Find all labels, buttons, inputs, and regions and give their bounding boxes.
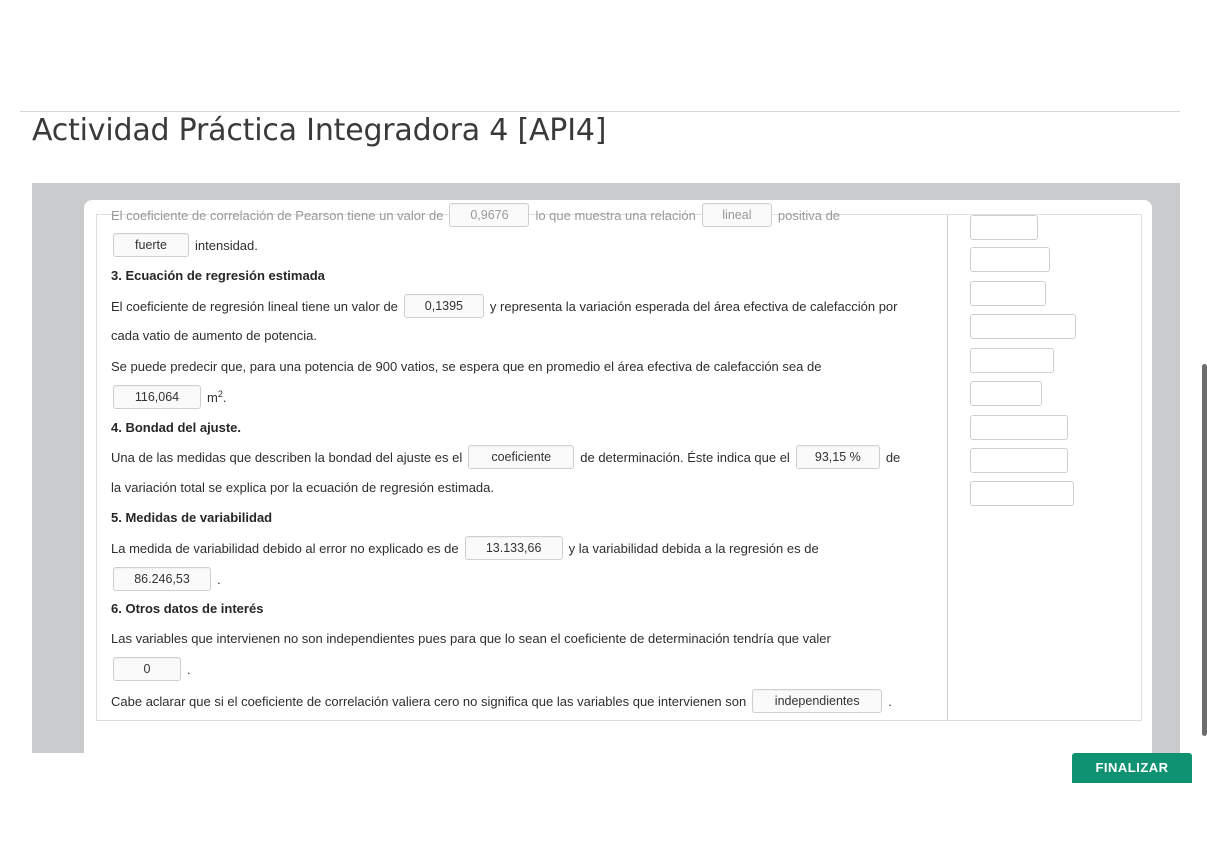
text-segment: Cabe aclarar que si el coeficiente de correlación valiera cero no significa que las variables que intervienen son [111,693,747,709]
text-segment: . [888,693,892,709]
answer-field-intensity[interactable]: fuerte [113,233,189,257]
answer-field-fit-measure[interactable]: coeficiente [468,445,574,469]
question-text-panel[interactable] [97,207,948,720]
text-segment: intensidad. [195,237,258,253]
text-segment: Una de las medidas que describen la bondad del ajuste es el [111,449,463,465]
text-segment: El coeficiente de regresión lineal tiene un valor de [111,298,398,314]
answer-slot[interactable] [970,381,1042,406]
answer-slot[interactable] [970,281,1046,306]
text-segment: de determinación. Éste indica que el [580,449,790,465]
answer-field-regression-variability[interactable]: 86.246,53 [113,567,211,591]
answer-bank-panel [948,215,1141,720]
answer-field-determination-percent[interactable]: 93,15 % [796,445,880,469]
text-segment: . [222,389,227,405]
answer-slot[interactable] [970,314,1076,339]
answer-slot[interactable] [970,247,1050,272]
text-segment: y la variabilidad debida a la regresión es de [568,540,819,556]
text-segment: lo que muestra una relación [535,207,696,223]
text-line [107,656,191,682]
answer-field-variable-relation[interactable]: independientes [752,689,882,713]
text-line: la variación total se explica por la ecuación de regresión estimada. [111,479,494,495]
scrollbar[interactable] [1202,364,1207,736]
page-title: Actividad Práctica Integradora 4 [API4] [32,113,607,148]
answer-field-independence-value[interactable]: 0 [113,657,181,681]
finish-button[interactable]: FINALIZAR [1072,753,1192,783]
section-title-variability: 5. Medidas de variabilidad [111,509,273,525]
text-line [107,384,226,410]
unit-label: m [207,389,218,405]
text-segment: de [885,449,901,465]
text-line [111,444,900,470]
header-divider [20,111,1180,112]
unit-exponent: 2 [217,389,223,399]
text-segment: La medida de variabilidad debido al error no explicado es de [111,540,459,556]
answer-field-relation-type[interactable]: lineal [702,203,772,227]
question-card [84,200,1169,775]
section-title-goodness-of-fit: 4. Bondad del ajuste. [111,419,242,435]
answer-field-unexplained-error[interactable]: 13.133,66 [465,536,563,560]
text-line: cada vatio de aumento de potencia. [111,327,317,343]
text-line: Se puede predecir que, para una potencia de 900 vatios, se espera que en promedio el área efectiva de calefacción sea de [111,358,822,374]
text-segment: . [187,661,191,677]
answer-field-predicted-area[interactable]: 116,064 [113,385,201,409]
text-line [111,688,892,714]
answer-slot[interactable] [970,415,1068,440]
text-line [107,566,221,592]
text-segment: . [217,571,221,587]
answer-slot[interactable] [970,215,1038,240]
activity-area [32,183,1180,775]
text-segment: y representa la variación esperada del área efectiva de calefacción por [489,298,898,314]
text-line: Las variables que intervienen no son independientes pues para que lo sean el coeficiente de determinación tendría que valer [111,630,831,646]
answer-slot[interactable] [970,448,1068,473]
question-content [96,207,1142,721]
answer-field-correlation[interactable]: 0,9676 [449,203,529,227]
text-segment: El coeficiente de correlación de Pearson tiene un valor de [111,207,444,223]
text-line [111,293,897,319]
section-title-regression: 3. Ecuación de regresión estimada [111,267,325,283]
answer-field-regression-coef[interactable]: 0,1395 [404,294,484,318]
answer-slot[interactable] [970,348,1054,373]
text-line [111,202,840,228]
answer-slot[interactable] [970,481,1074,506]
text-line [111,535,819,561]
section-title-other-data: 6. Otros datos de interés [111,600,264,616]
text-line [107,232,258,258]
text-segment: positiva de [777,207,841,223]
